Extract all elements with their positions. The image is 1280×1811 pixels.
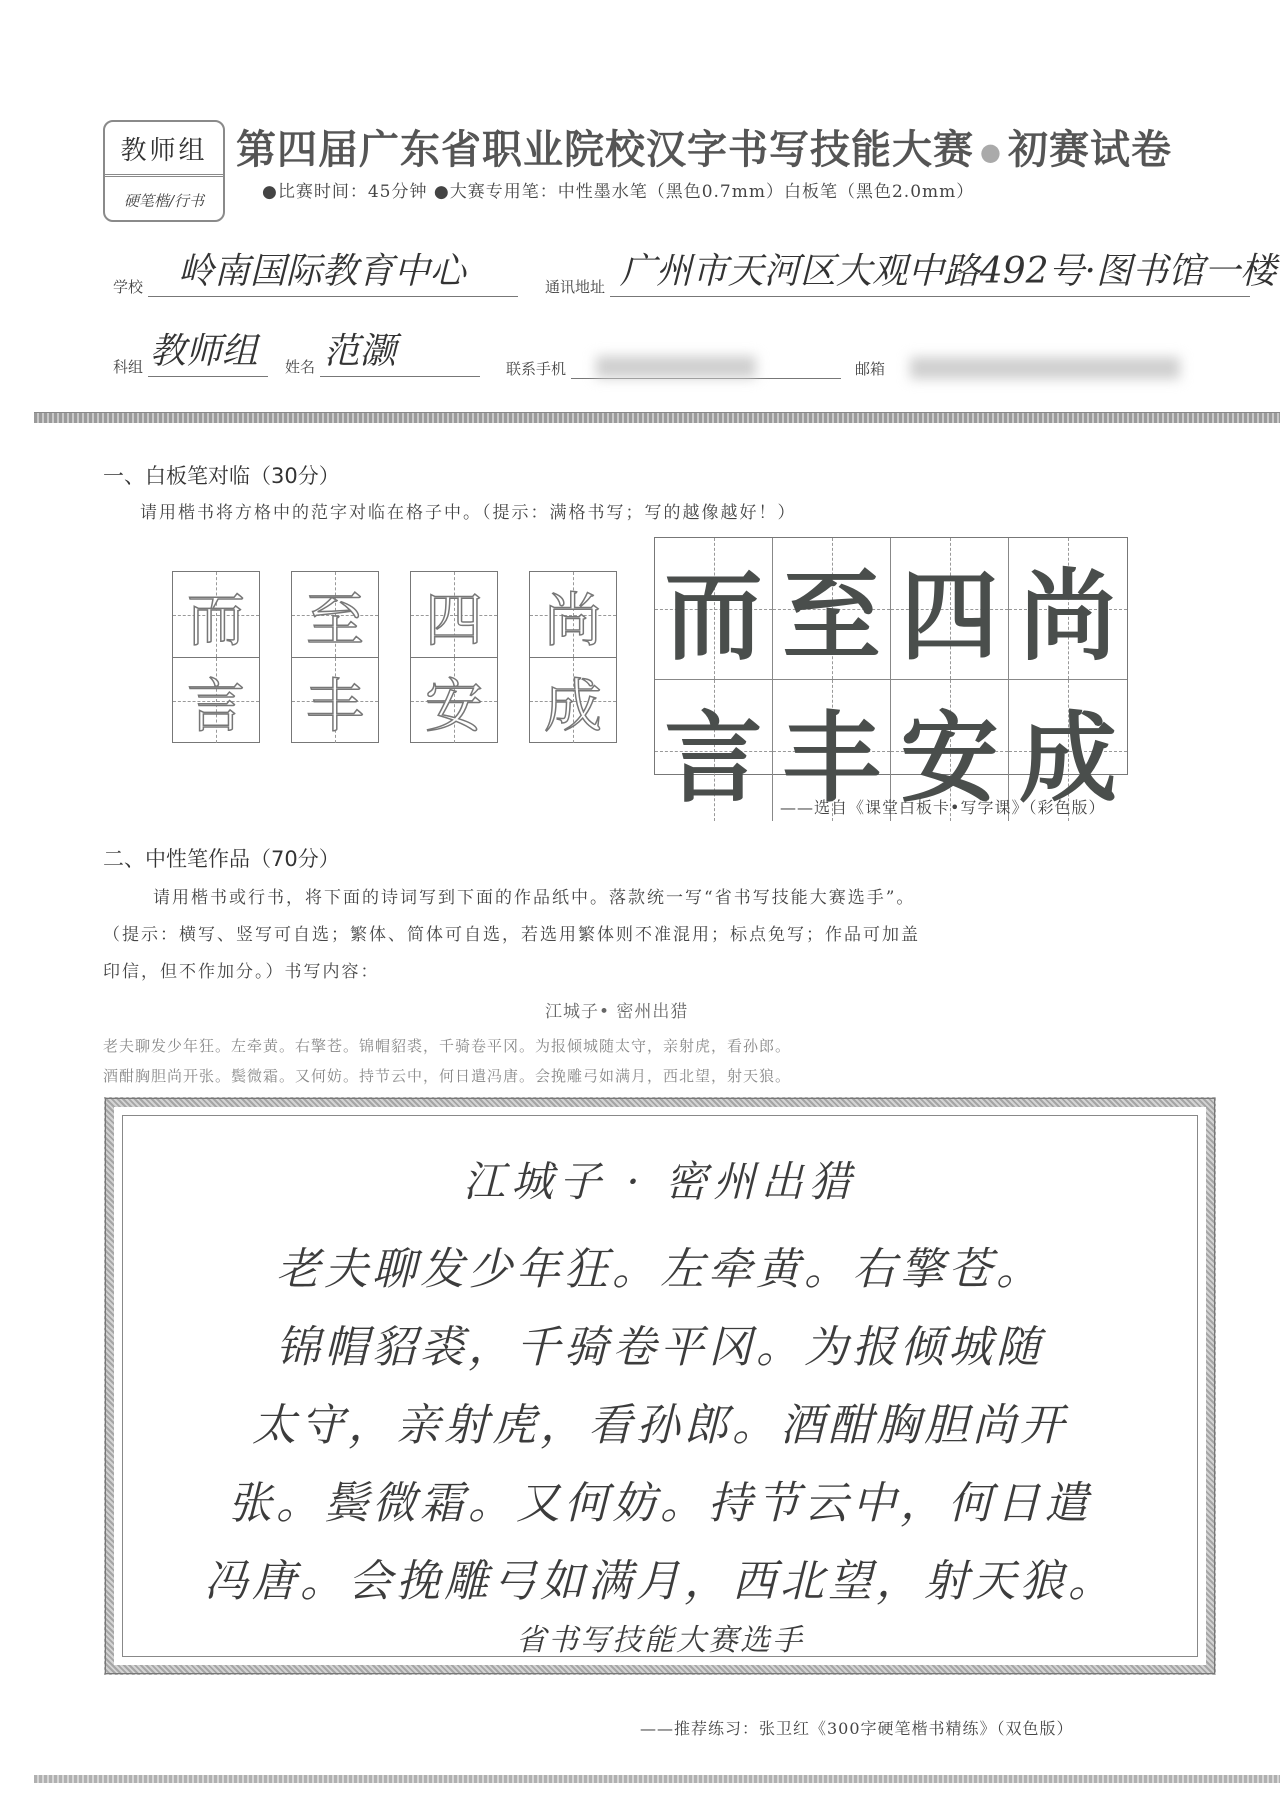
name-label: 姓名 xyxy=(285,358,316,376)
header-divider xyxy=(34,412,1280,423)
model-cell: 至 xyxy=(773,538,891,680)
exam-info: ●比赛时间：45分钟 ●大赛专用笔：中性墨水笔（黑色0.7mm）白板笔（黑色2.0mm） xyxy=(262,182,975,202)
practice-column[interactable] xyxy=(172,571,260,743)
model-cell: 而 xyxy=(655,538,773,680)
group-badge-sub: 硬笔楷/行书 xyxy=(123,191,205,210)
model-cell: 尚 xyxy=(1009,538,1127,680)
phone-field[interactable] xyxy=(506,358,841,379)
model-cell: 安 xyxy=(891,680,1009,821)
model-cell: 丰 xyxy=(773,680,891,821)
artwork-line: 冯唐。会挽雕弓如满月，西北望，射天狼。 xyxy=(204,1556,1116,1607)
artwork-line: 太守，亲射虎，看孙郎。酒酣胸胆尚开 xyxy=(252,1400,1068,1451)
title-suffix: 初赛试卷 xyxy=(1007,127,1172,173)
artwork-line: 张。鬓微霜。又何妨。持节云中，何日遣 xyxy=(228,1478,1092,1529)
artwork-title: 江城子 · 密州出猎 xyxy=(462,1157,858,1206)
group-input[interactable] xyxy=(148,331,268,377)
school-input[interactable] xyxy=(148,251,518,297)
practice-cell[interactable]: 尚 xyxy=(530,572,616,657)
practice-cell[interactable]: 安 xyxy=(411,657,497,743)
practice-cell[interactable]: 四 xyxy=(411,572,497,657)
model-cell: 成 xyxy=(1009,680,1127,821)
title-main: 第四届广东省职业院校汉字书写技能大赛 xyxy=(236,127,974,173)
group-field[interactable] xyxy=(113,331,268,377)
poem-source-line-2: 酒酣胸胆尚开张。鬓微霜。又何妨。持节云中，何日遣冯唐。会挽雕弓如满月，西北望，射天狼。 xyxy=(103,1067,792,1085)
artwork-line: 老夫聊发少年狂。左牵黄。右擎苍。 xyxy=(276,1244,1044,1295)
section2-instruction-3: 印信，但不作加分。）书写内容： xyxy=(103,962,380,982)
practice-column[interactable] xyxy=(291,571,379,743)
name-value: 范灏 xyxy=(323,331,396,372)
email-input[interactable] xyxy=(890,359,1190,379)
practice-cell[interactable]: 至 xyxy=(292,572,378,657)
practice-cell[interactable]: 言 xyxy=(173,657,259,743)
phone-label: 联系手机 xyxy=(506,360,567,378)
section2-heading: 二、中性笔作品（70分） xyxy=(103,847,340,871)
practice-cell[interactable]: 成 xyxy=(530,657,616,743)
model-cell: 言 xyxy=(655,680,773,821)
practice-cell[interactable]: 而 xyxy=(173,572,259,657)
artwork-line: 锦帽貂裘，千骑卷平冈。为报倾城随 xyxy=(276,1322,1044,1373)
email-redacted xyxy=(910,357,1180,379)
section1-heading: 一、白板笔对临（30分） xyxy=(103,464,340,488)
practice-column[interactable] xyxy=(410,571,498,743)
name-input[interactable] xyxy=(320,331,480,377)
group-badge-label: 教师组 xyxy=(105,122,223,177)
school-label: 学校 xyxy=(113,278,144,296)
section2-instruction-2: （提示：横写、竖写可自选；繁体、简体可自选，若选用繁体则不准混用；标点免写；作品可加盖 xyxy=(103,925,920,945)
footer-recommendation: ——推荐练习：张卫红《300字硬笔楷书精练》（双色版） xyxy=(640,1719,1074,1738)
address-value: 广州市天河区大观中路492号·图书馆一楼 xyxy=(619,251,1276,292)
page-title xyxy=(236,118,1172,175)
practice-column[interactable] xyxy=(529,571,617,743)
artwork-paper[interactable] xyxy=(104,1097,1216,1675)
phone-input[interactable] xyxy=(571,358,841,379)
artwork-signature: 省书写技能大赛选手 xyxy=(516,1623,804,1658)
footer-divider xyxy=(34,1775,1280,1783)
title-dot-icon: ● xyxy=(980,138,1002,166)
phone-redacted xyxy=(596,356,756,378)
group-value: 教师组 xyxy=(149,331,258,372)
address-label: 通讯地址 xyxy=(545,278,606,296)
school-field[interactable] xyxy=(113,251,518,297)
section2-instruction-1: 请用楷书或行书，将下面的诗词写到下面的作品纸中。落款统一写“省书写技能大赛选手”。 xyxy=(153,888,916,908)
group-badge xyxy=(103,120,225,222)
section1-instruction: 请用楷书将方格中的范字对临在格子中。（提示：满格书写；写的越像越好！） xyxy=(140,503,797,523)
section1-caption: ——选自《课堂白板卡•写字课》（彩色版） xyxy=(780,798,1106,817)
name-field[interactable] xyxy=(285,331,480,377)
email-field[interactable] xyxy=(855,358,1190,379)
address-field[interactable] xyxy=(545,251,1276,297)
practice-grids xyxy=(172,571,617,743)
school-value: 岭南国际教育中心 xyxy=(177,251,466,292)
email-label: 邮箱 xyxy=(855,360,886,378)
address-input[interactable] xyxy=(610,251,1276,297)
group-label: 科组 xyxy=(113,358,144,376)
poem-source-title: 江城子• 密州出猎 xyxy=(545,1002,689,1022)
model-cell: 四 xyxy=(891,538,1009,680)
poem-source-line-1: 老夫聊发少年狂。左牵黄。右擎苍。锦帽貂裘，千骑卷平冈。为报倾城随太守，亲射虎，看孙郎。 xyxy=(103,1037,792,1055)
practice-cell[interactable]: 丰 xyxy=(292,657,378,743)
